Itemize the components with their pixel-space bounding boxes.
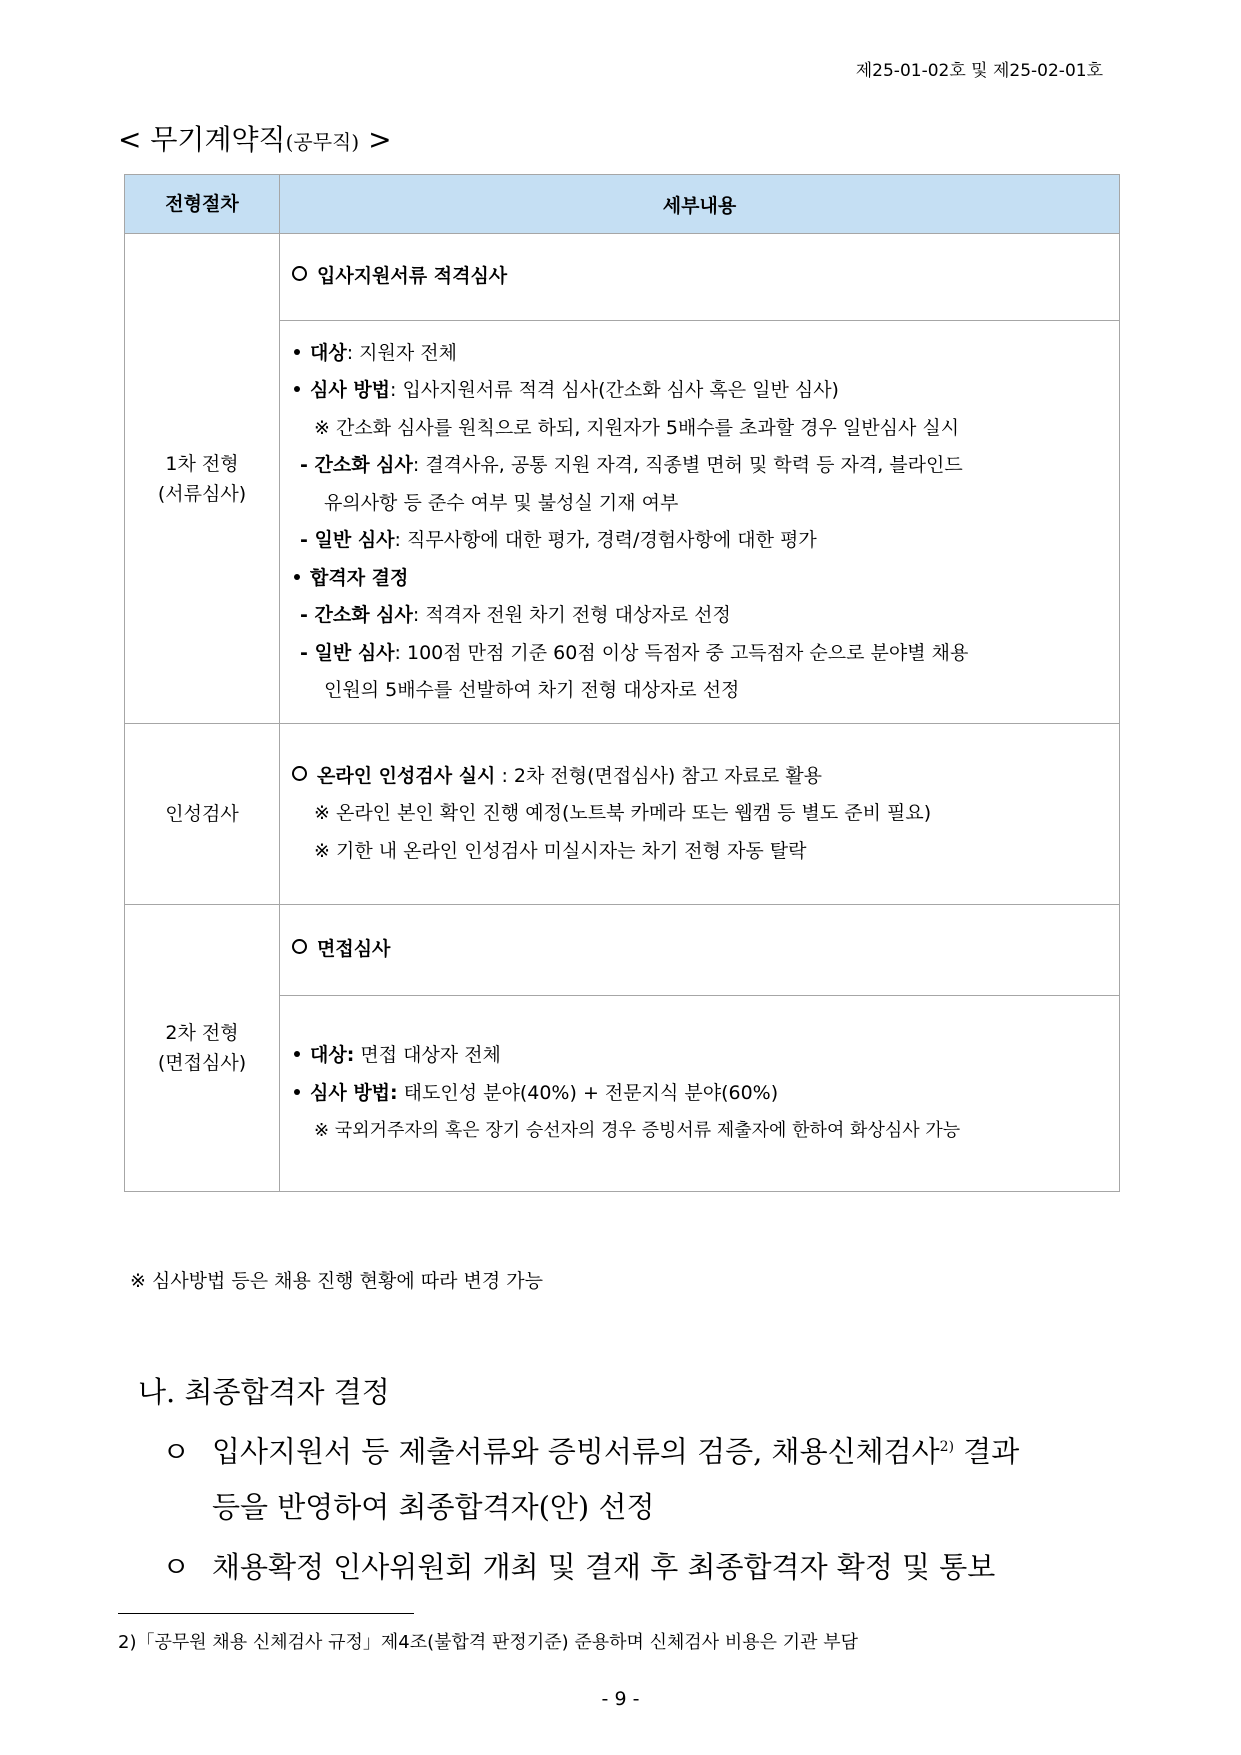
list-item: 온라인 인성검사 실시 : 2차 전형(면접심사) 참고 자료로 활용	[292, 758, 1109, 796]
section2-paragraph-1-continued: 등을 반영하여 최종합격자(안) 선정	[212, 1490, 655, 1524]
dot-bullet-icon	[294, 386, 300, 392]
list-note: ※ 기한 내 온라인 인성검사 미실시자는 차기 전형 자동 탈락	[314, 839, 807, 862]
section-title-end: >	[368, 123, 392, 156]
list-item: - 일반 심사: 100점 만점 기준 60점 이상 득점자 중 고득점자 순으로 분야별 채용	[300, 641, 969, 664]
stage1-name-cell	[125, 234, 280, 724]
list-item: 대상: 면접 대상자 전체	[292, 1037, 1109, 1075]
list-item: - 일반 심사: 직무사항에 대한 평가, 경력/경험사항에 대한 평가	[300, 529, 817, 551]
footnote-ref: 2)	[939, 1439, 955, 1455]
list-item: - 간소화 심사: 적격자 전원 차기 전형 대상자로 선정	[300, 604, 731, 626]
list-note: ※ 간소화 심사를 원칙으로 하되, 지원자가 5배수를 초과할 경우 일반심사 실시	[314, 416, 960, 439]
dot-bullet-icon	[294, 1051, 300, 1057]
stage2-sub: (면접심사)	[157, 1052, 247, 1074]
bullet-mark: ㅇ	[162, 1434, 191, 1469]
bullet-mark: ㅇ	[162, 1550, 191, 1584]
personality-details-cell	[280, 724, 1120, 905]
stage2-name: 2차 전형	[165, 1022, 239, 1044]
stage1-heading-cell	[280, 234, 1120, 321]
dot-bullet-icon	[294, 1089, 300, 1095]
list-item: 합격자 결정	[292, 560, 1109, 598]
circle-bullet-icon	[292, 939, 307, 954]
circle-bullet-icon	[292, 266, 307, 281]
table-row-personality	[125, 724, 1120, 905]
stage2-heading: 면접심사	[317, 938, 391, 961]
page-number: - 9 -	[601, 1688, 640, 1710]
list-item: 심사 방법: 입사지원서류 적격 심사(간소화 심사 혹은 일반 심사)	[292, 372, 1109, 410]
personality-name: 인성검사	[125, 724, 280, 905]
section2-paragraph-2: ㅇ 채용확정 인사위원회 개최 및 결재 후 최종합격자 확정 및 통보	[162, 1550, 996, 1584]
list-item-continued: 인원의 5배수를 선발하여 차기 전형 대상자로 선정	[324, 679, 740, 701]
dot-bullet-icon	[294, 349, 300, 355]
section-title-sub: (공무직)	[285, 130, 360, 154]
header-details: 세부내용	[280, 175, 1120, 234]
stage1-heading: 입사지원서류 적격심사	[317, 265, 508, 288]
stage1-name: 1차 전형	[165, 452, 239, 475]
list-item: 심사 방법: 태도인성 분야(40%) + 전문지식 분야(60%)	[292, 1075, 1109, 1113]
section-title-main: < 무기계약직	[118, 123, 286, 156]
stage2-name-cell	[125, 905, 280, 1192]
stage2-heading-cell	[280, 905, 1120, 996]
selection-procedure-table	[124, 174, 1120, 1192]
table-row-stage1-heading	[125, 234, 1120, 321]
circle-bullet-icon	[292, 766, 307, 781]
stage1-sub: (서류심사)	[157, 482, 247, 505]
stage2-details-cell	[280, 996, 1120, 1192]
table-header-row	[125, 175, 1120, 234]
document-reference-number: 제25-01-02호 및 제25-02-01호	[855, 61, 1103, 81]
section2-paragraph-1: ㅇ 입사지원서 등 제출서류와 증빙서류의 검증, 채용신체검사$^{2)}$ 결과	[162, 1434, 1020, 1469]
table-row-stage2-heading	[125, 905, 1120, 996]
section2-heading: 나. 최종합격자 결정	[138, 1375, 390, 1409]
dot-bullet-icon	[294, 574, 300, 580]
list-item: - 간소화 심사: 결격사유, 공통 지원 자격, 직종별 면허 및 학력 등 자격, 블라인드	[300, 454, 963, 476]
list-item-continued: 유의사항 등 준수 여부 및 불성실 기재 여부	[324, 491, 679, 514]
table-note: ※ 심사방법 등은 채용 진행 현황에 따라 변경 가능	[130, 1270, 543, 1292]
footnote: 2)「공무원 채용 신체검사 규정」제4조(불합격 판정기준) 준용하며 신체검사 비용은 기관 부담	[118, 1632, 859, 1653]
list-note: ※ 온라인 본인 확인 진행 예정(노트북 카메라 또는 웹캠 등 별도 준비 필요)	[314, 802, 932, 825]
section-title	[118, 118, 392, 158]
list-item: 대상: 지원자 전체	[292, 335, 1109, 373]
list-note: ※ 국외거주자의 혹은 장기 승선자의 경우 증빙서류 제출자에 한하여 화상심사 가능	[314, 1120, 961, 1142]
header-procedure: 전형절차	[125, 175, 280, 234]
footnote-divider	[118, 1613, 414, 1614]
stage1-details-cell	[280, 321, 1120, 724]
